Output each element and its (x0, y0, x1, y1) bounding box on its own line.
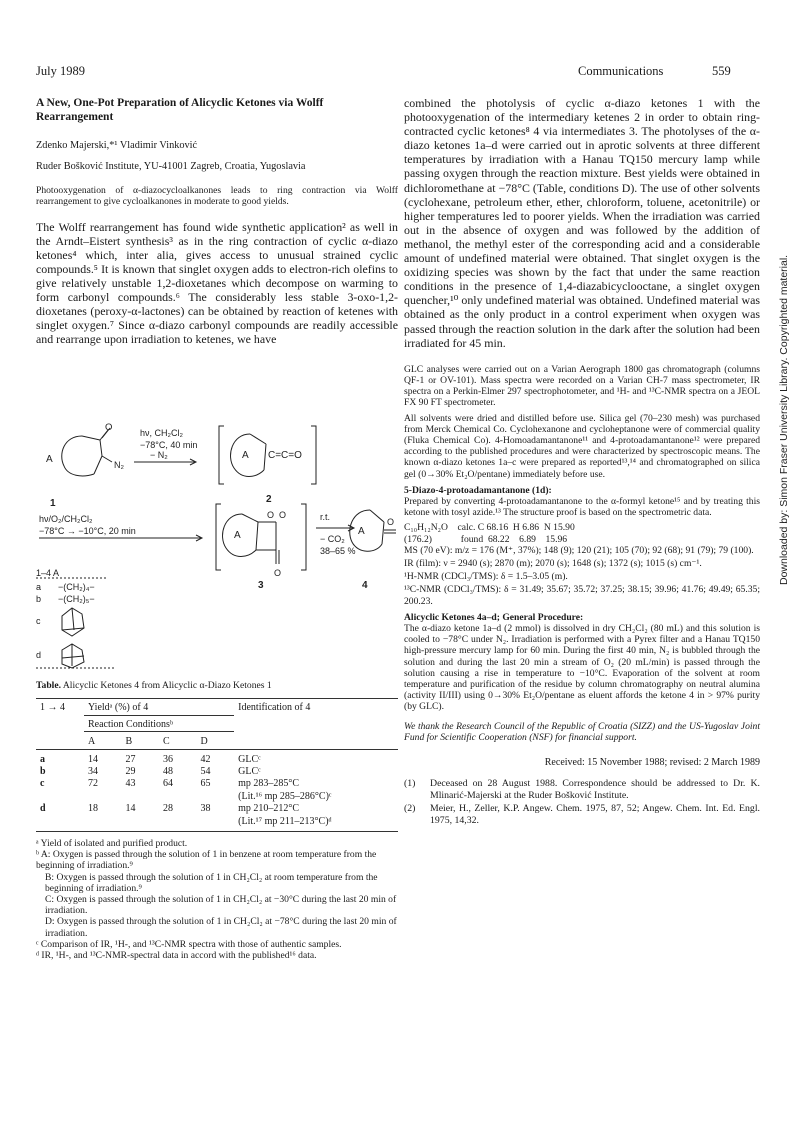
footnote: B: Oxygen is passed through the solution of 1 in CH₂Cl₂ at room temperature from the beginning of irradiation.⁹ (45, 871, 378, 894)
references (404, 778, 760, 826)
svg-text:c: c (36, 616, 41, 626)
svg-text:C=C=O: C=C=O (268, 450, 302, 461)
article-title: A New, One-Pot Preparation of Alicyclic Ketones via Wolff Rearrangement (36, 97, 324, 123)
svg-text:hν, CH₂Cl₂: hν, CH₂Cl₂ (140, 428, 183, 438)
col-head: C (163, 736, 170, 748)
discussion-paragraph: combined the photolysis of cyclic α-diazo ketones 1 with the photooxygenation of the intermediary ketenes 2 in order to obtain ring-contracted cyclic ketones⁸ 4 via intermediates 3. The photolyses of the α-diazo ketones 1a–d were carried out in aprotic solvents at three different temperatures by irradiation with a Hanau TQ150 mercury lamp while passing oxygen through the reaction mixture. Best yields were obtained in dichloromethane at −78°C (Table, conditions D). The use of other solvents (cyclohexane, petroleum ether, ether, chloroform, toluene, acetonitrile) or higher temperatures led to poorer yields. When the irradiation was carried out in the absence of oxygen and was followed by the addition of methanol, the methyl ester of the corresponding acid and a considerable amount of undefined material were obtained. That singlet oxygen is the oxidizing species was shown by the fact that under the same reaction conditions in the presence of 1,4-diazabicyclooctane, a singlet oxygen quencher,¹⁰ only undefined material was obtained. Undefined material was obtained as the only product in a control experiment when oxygen was passed through the reaction solution in the dark after the solution had been irradiated for 45 min. (404, 96, 760, 350)
svg-text:− CO₂: − CO₂ (320, 534, 345, 544)
svg-text:O: O (105, 422, 113, 433)
reaction-scheme (36, 418, 398, 673)
svg-text:3: 3 (258, 580, 264, 591)
left-column (36, 96, 398, 346)
col-head: A (88, 736, 96, 748)
svg-text:O: O (274, 568, 282, 578)
table-footnotes (36, 838, 398, 961)
svg-text:O: O (387, 517, 395, 527)
ring-1-arc (62, 436, 94, 476)
reference-item: (1) Deceased on 28 August 1988. Correspondence should be addressed to Dr. K. Mlinarić-Majerski at the Ruder Bošković Institute. (404, 777, 760, 801)
svg-text:−(CH₂)₅−: −(CH₂)₅− (58, 594, 95, 604)
table-row: d 18 14 28 38 mp 210–212°C (40, 803, 300, 815)
svg-text:− N₂: − N₂ (150, 450, 168, 460)
table-row: b 34 29 48 54 GLCᶜ (40, 766, 261, 778)
svg-text:O: O (267, 510, 275, 520)
running-date: July 1989 (36, 64, 85, 78)
svg-text:r.t.: r.t. (320, 512, 331, 522)
svg-text:A: A (46, 454, 53, 465)
footnote: D: Oxygen is passed through the solution of 1 in CH₂Cl₂ at −78°C during the last 20 min of irradiation. (45, 916, 397, 939)
svg-text:O: O (279, 510, 287, 520)
footnote: ᵇ A: Oxygen is passed through the solution of 1 in benzene at room temperature from the beginning of irradiation.⁹ (36, 849, 377, 872)
right-column (404, 96, 760, 826)
footnote: ᵃ Yield of isolated and purified product. (36, 838, 188, 850)
elemental-analysis-found: (176.2) found 68.22 6.89 15.96 (404, 533, 568, 545)
running-section: Communications (578, 64, 664, 78)
svg-text:a: a (36, 582, 42, 592)
svg-text:N₂: N₂ (114, 460, 124, 470)
page-number: 559 (712, 64, 731, 78)
svg-text:4: 4 (362, 580, 368, 591)
col-head: B (125, 736, 133, 748)
ketones-table: 1 → 4 Yieldᵃ (%) of 4 Identification of 4 Reaction Conditionsᵇ A B C D a 14 27 36 42 GLCᶜ b 34 29 48 54 GLCᶜ c 72 43 64 65 mp 283–285°C (Lit.¹⁶ mp 285–286°C)ᶜ d 18 14 28 38 mp 210–212°C (Lit.¹⁷ mp 211–213°C)ᵈ (36, 702, 398, 832)
ketones-table-block (36, 680, 398, 961)
general-procedure-heading: Alicyclic Ketones 4a–d; General Procedure: (404, 611, 584, 623)
intro-paragraph: The Wolff rearrangement has found wide synthetic application² as well in the Arndt–Eistert synthesis³ as in the ring contraction of cyclic α-diazo ketones⁴ which, inter alia, gives access to unusual strained cyclic compounds.⁵ It is known that singlet oxygen adds to electron-rich olefins to give relatively unstable 1,2-dioxetanes which decompose on warming to form carbonyl compounds.⁶ The considerably less stable 3-oxo-1,2-dioxetanes (peroxy-α-lactones) can be obtained by reaction of ketenes with singlet oxygen.⁷ Since α-diazo carbonyl compounds are readily accessible and rearrange upon irradiation to ketenes, we have (36, 219, 398, 347)
footnote: ᵈ IR, ¹H-, and ¹³C-NMR-spectral data in accord with the published¹⁶ data. (36, 950, 317, 962)
svg-text:A: A (358, 526, 365, 537)
footnote: C: Oxygen is passed through the solution of 1 in CH₂Cl₂ at −30°C during the last 20 min of irradiation. (45, 894, 397, 917)
svg-text:−(CH₂)₄−: −(CH₂)₄− (58, 582, 95, 592)
article-authors: Zdenko Majerski,*¹ Vladimir Vinković (36, 140, 198, 151)
svg-text:1: 1 (50, 498, 56, 509)
svg-text:2: 2 (266, 494, 272, 505)
footnote: ᶜ Comparison of IR, ¹H-, and ¹³C-NMR spectra with those of authentic samples. (36, 938, 342, 950)
compound-heading: 5-Diazo-4-protoadamantanone (1d): (404, 484, 552, 496)
mass-spectrum: MS (70 eV): m/z = 176 (M⁺, 37%); 148 (9); 120 (21); 105 (70); 92 (68); 91 (79); 79 (100). (404, 544, 754, 556)
download-watermark: Downloaded by: Simon Fraser University Library. Copyrighted material. (778, 254, 790, 585)
h-nmr: ¹H-NMR (CDCl₃/TMS): δ = 1.5–3.05 (m). (404, 571, 568, 583)
compound-text: Prepared by converting 4-protoadamantanone to the α-formyl ketone¹⁵ and by treating this ketone with tosyl azide.¹³ The structure proof is based on the spectrometric data. (404, 495, 760, 519)
svg-text:−78°C → −10°C, 20 min: −78°C → −10°C, 20 min (39, 526, 136, 536)
reference-item: (2) Meier, H., Zeller, K.P. Angew. Chem. 1975, 87, 52; Angew. Chem. Int. Ed. Engl. 1975, 14,32. (404, 803, 760, 826)
svg-text:38–65 %: 38–65 % (320, 546, 356, 556)
article-affiliation: Ruder Bošković Institute, YU-41001 Zagreb, Croatia, Yugoslavia (36, 161, 306, 173)
svg-text:−78°C, 40 min: −78°C, 40 min (140, 440, 198, 450)
svg-text:hν/O₂/CH₂Cl₂: hν/O₂/CH₂Cl₂ (39, 514, 93, 524)
svg-text:d: d (36, 650, 42, 660)
elemental-analysis: C₁₀H₁₂N₂O calc. C 68.16 H 6.86 N 15.90 (404, 522, 575, 534)
table-caption: Table. Alicyclic Ketones 4 from Alicyclic α-Diazo Ketones 1 (36, 680, 272, 691)
ir-spectrum: IR (film): ν = 2940 (s); 2870 (m); 2070 (s); 1648 (s); 1372 (s); 1015 (s) cm⁻¹. (404, 557, 702, 569)
experimental-materials: All solvents were dried and distilled before use. Silica gel (70–230 mesh) was purchased from Merck Chemical Co. Cyclohexanone and cycloheptanone were of commercial quality (Fluka Chemical Co). 4-Homoadamantanone¹¹ and 4-protoadamantanone¹² were prepared according to the published procedures and were characterized by spectroscopic means. The known α-diazo ketones 1a–c were prepared as reported¹³,¹⁴ and chromatographed on silica gel (0→30% Et₂O/pentane) immediately before use. (404, 412, 760, 480)
svg-text:1–4 A: 1–4 A (36, 568, 60, 578)
experimental-instruments: GLC analyses were carried out on a Varian Aerograph 1800 gas chromatograph (columns QF-1 or OV-101). Mass spectra were recorded on a Varian CH-7 mass spectrometer, IR spectra on a Perkin-Elmer 297 spectrophotometer, and ¹H- and ¹³C-NMR spectra on a JEOL FX 90 FT spectrometer. (404, 363, 760, 409)
received-date: Received: 15 November 1988; revised: 2 March 1989 (544, 756, 760, 768)
general-procedure-text: The α-diazo ketone 1a–d (2 mmol) is dissolved in dry CH₂Cl₂ (80 mL) and this solution is cooled to −78°C under N₂. Irradiation is performed with a Pyrex filter and a Hanau TQ150 high-pressure mercury lamp for 60 min. During the first 40 min, N₂ is bubbled through the solution and during the last 20 min a stream of O₂ (20 mL/min) is passed through the solution causing a rise in temperature to −10°C. Evaporation of the solvent at room temperature and purification of the residue by column chromatography on neutral alumina (activity II/III) using 0→30% Et₂O/pentane as eluent affords the ketone 4 in > 97% purity (by GLC). (404, 622, 760, 713)
svg-text:A: A (242, 450, 249, 461)
svg-text:A: A (234, 530, 241, 541)
c-nmr: ¹³C-NMR (CDCl₃/TMS): δ = 31.49; 35.67; 35.72; 37.25; 38.15; 39.96; 41.76; 49.49; 65.35; 200.23. (404, 584, 760, 607)
svg-text:b: b (36, 594, 42, 604)
table-row: a 14 27 36 42 GLCᶜ (40, 753, 261, 765)
col-head: D (200, 736, 208, 748)
article-abstract: Photooxygenation of α-diazocycloalkanones leads to ring contraction via Wolff rearrangement to give cycloalkanones in moderate to good yields. (36, 184, 398, 208)
acknowledgement: We thank the Research Council of the Republic of Croatia (SIZZ) and the US-Yugoslav Joint Fund for Scientific Cooperation (NSF) for financial support. (404, 720, 760, 743)
table-row: c 72 43 64 65 mp 283–285°C (40, 778, 300, 790)
